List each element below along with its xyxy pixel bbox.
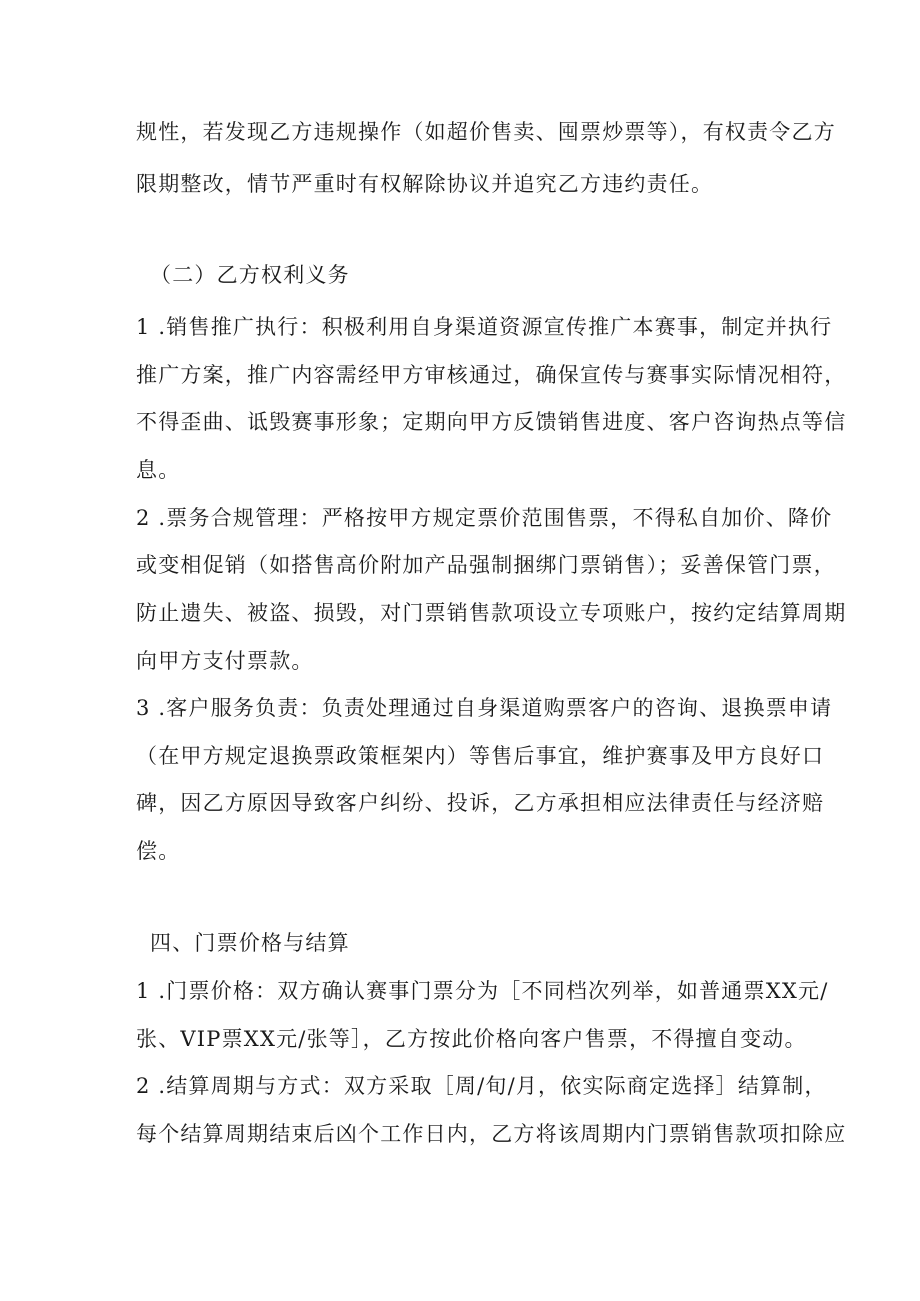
section-heading: （二）乙方权利义务 <box>150 263 350 287</box>
list-item-1: 1 .门票价格：双方确认赛事门票分为［不同档次列举，如普通票XX元/ <box>136 979 829 1003</box>
body-line: 推广方案，推广内容需经甲方审核通过，确保宣传与赛事实际情况相符， <box>136 363 847 387</box>
body-line: 或变相促销（如搭售高价附加产品强制捆绑门票销售）；妥善保管门票， <box>136 553 836 577</box>
body-line: 防止遗失、被盗、损毁，对门票销售款项设立专项账户，按约定结算周期 <box>136 601 847 625</box>
list-item-3: 3 .客户服务负责：负责处理通过自身渠道购票客户的咨询、退换票申请 <box>136 696 833 720</box>
body-line: 张、VIP票XX元/张等］，乙方按此价格向客户售票，不得擅自变动。 <box>136 1027 807 1051</box>
body-line: 限期整改，情节严重时有权解除协议并追究乙方违约责任。 <box>136 172 714 196</box>
body-line: （在甲方规定退换票政策框架内）等售后事宜，维护赛事及甲方良好口 <box>136 744 825 768</box>
chapter-heading: 四、门票价格与结算 <box>150 931 350 955</box>
body-line: 不得歪曲、诋毁赛事形象；定期向甲方反馈销售进度、客户咨询热点等信 <box>136 410 847 434</box>
body-line: 规性，若发现乙方违规操作（如超价售卖、囤票炒票等），有权责令乙方 <box>136 120 836 144</box>
body-line: 息。 <box>136 458 181 482</box>
list-item-2: 2 .票务合规管理：严格按甲方规定票价范围售票，不得私自加价、降价 <box>136 506 833 530</box>
body-line: 向甲方支付票款。 <box>136 649 314 673</box>
body-line: 每个结算周期结束后凶个工作日内，乙方将该周期内门票销售款项扣除应 <box>136 1122 847 1146</box>
body-line: 碑，因乙方原因导致客户纠纷、投诉，乙方承担相应法律责任与经济赔 <box>136 791 825 815</box>
list-item-1: 1 .销售推广执行：积极利用自身渠道资源宣传推广本赛事，制定并执行 <box>136 315 833 339</box>
list-item-2: 2 .结算周期与方式：双方采取［周/旬/月，依实际商定选择］结算制， <box>136 1074 827 1098</box>
body-line: 偿。 <box>136 839 181 863</box>
